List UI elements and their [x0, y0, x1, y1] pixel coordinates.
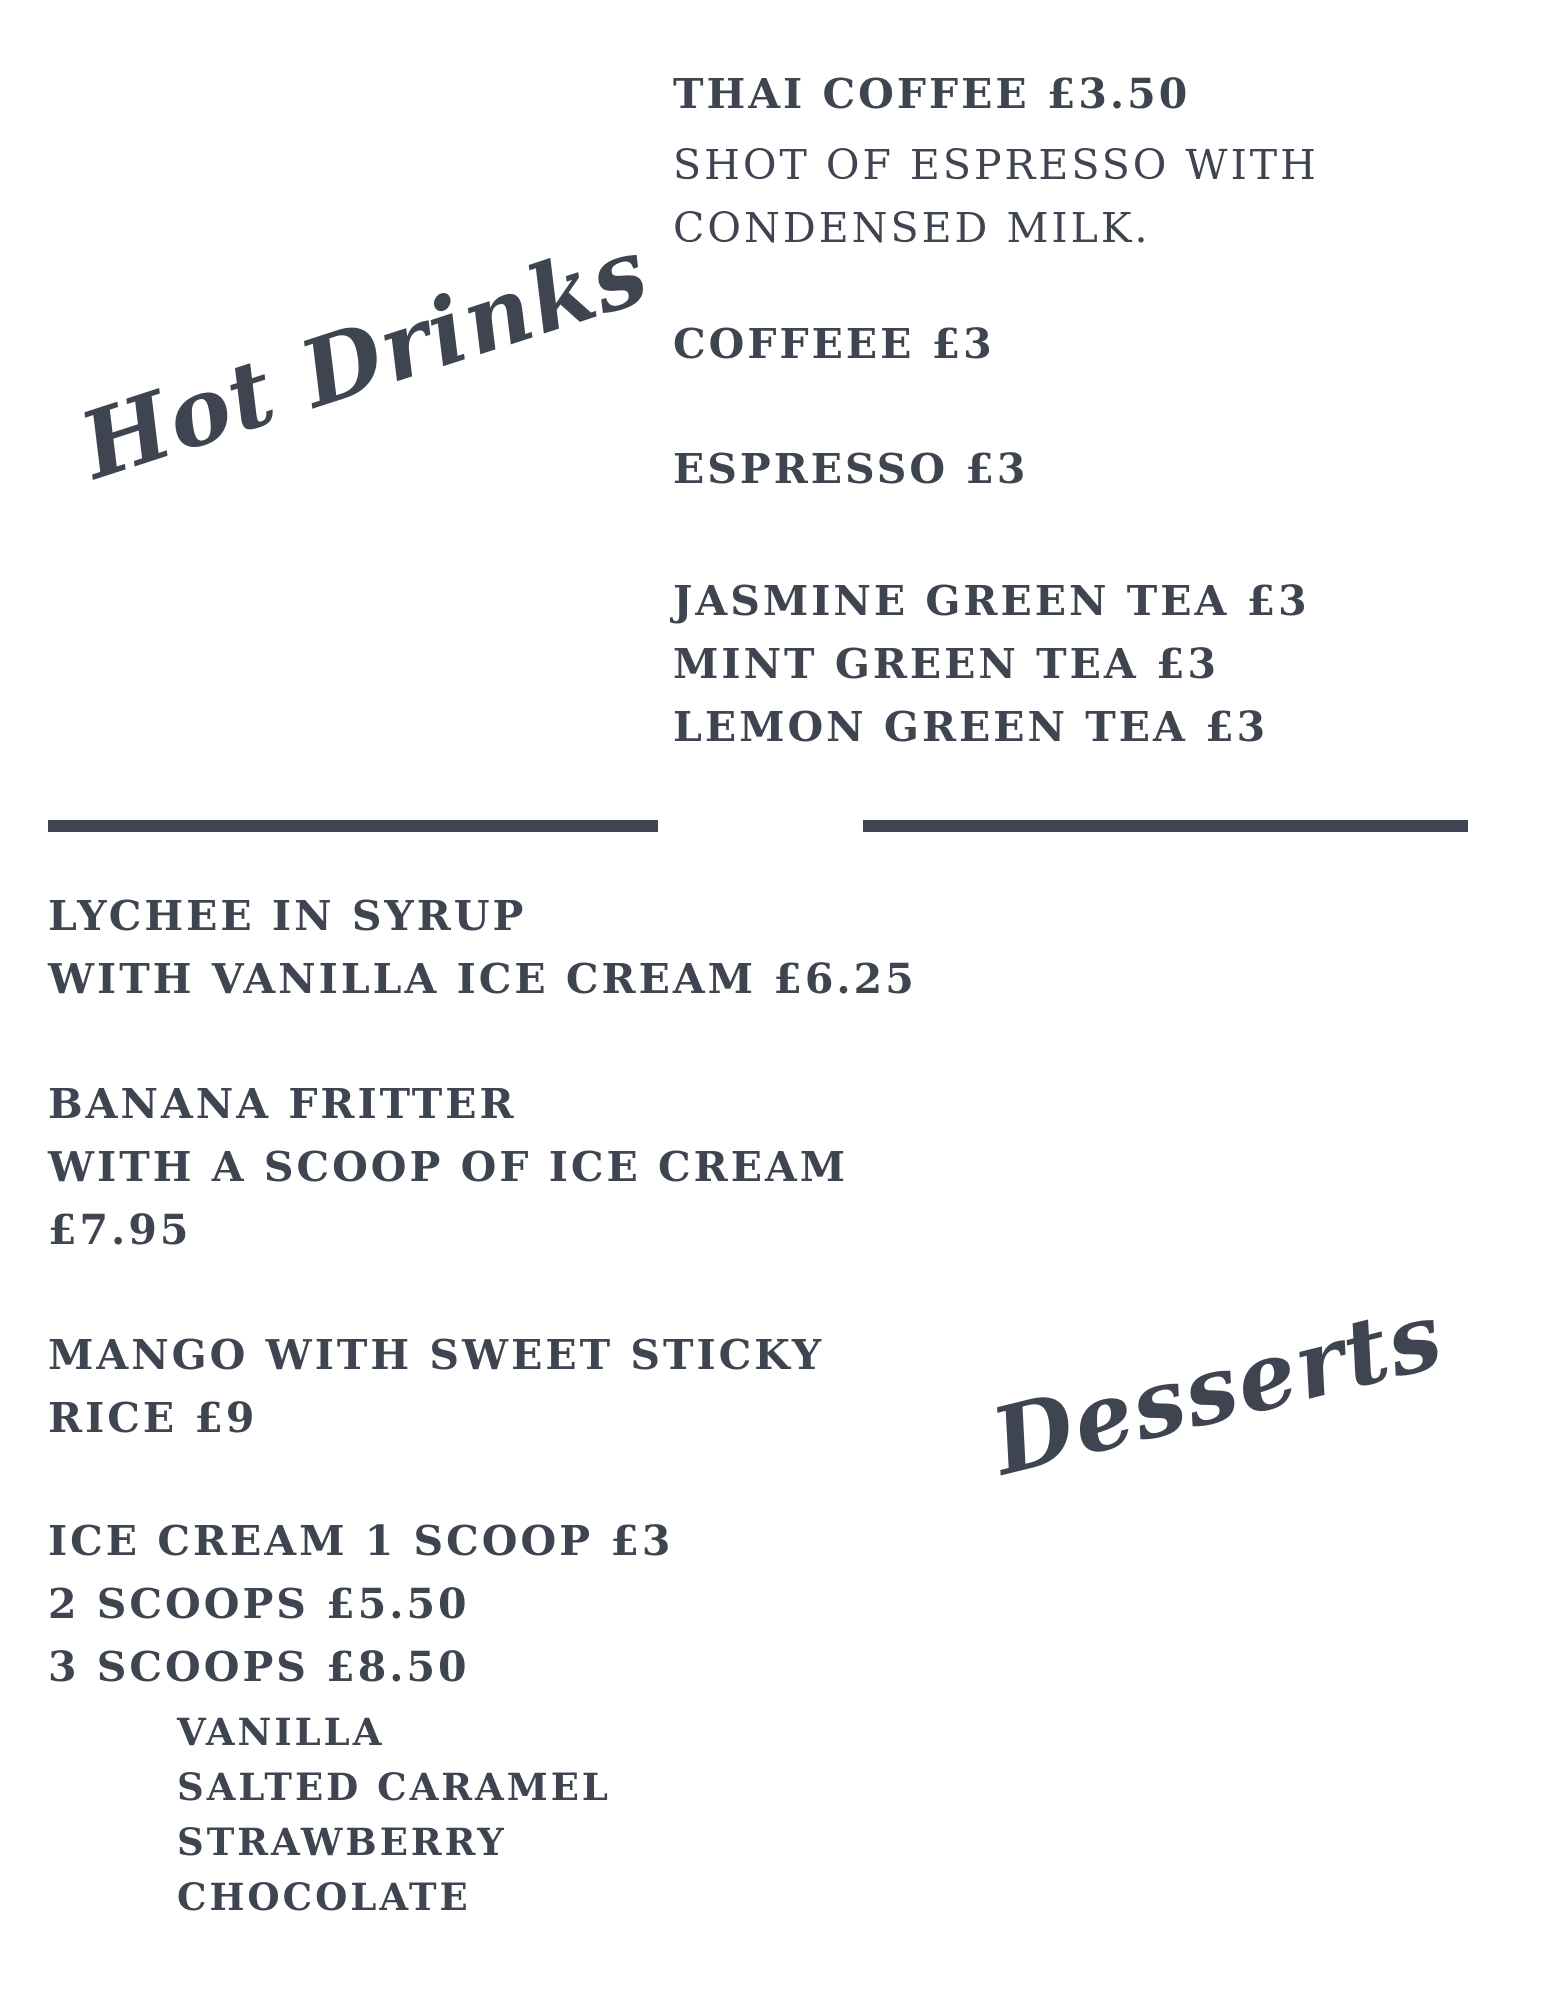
ice-cream-flavour: CHOCOLATE: [177, 1875, 471, 1919]
banana-fritter-line: BANANA FRITTER: [48, 1080, 517, 1128]
green-tea-item: LEMON GREEN TEA £3: [673, 703, 1269, 751]
ice-cream-flavour-list: [177, 1705, 611, 1925]
ice-cream-item: [48, 1510, 673, 1699]
green-tea-list: [673, 570, 1310, 759]
thai-coffee-description-line: CONDENSED MILK.: [673, 204, 1151, 252]
lychee-item-line: WITH VANILLA ICE CREAM £6.25: [48, 955, 917, 1003]
espresso-item: ESPRESSO £3: [673, 445, 1029, 493]
thai-coffee-description: [673, 134, 1319, 260]
thai-coffee-item: THAI COFFEE £3.50: [673, 70, 1191, 118]
mango-sticky-rice-item: [48, 1324, 824, 1450]
ice-cream-price-line: ICE CREAM 1 SCOOP £3: [48, 1517, 674, 1565]
ice-cream-flavour: VANILLA: [177, 1710, 385, 1754]
ice-cream-flavour: SALTED CARAMEL: [177, 1765, 611, 1809]
lychee-item-line: LYCHEE IN SYRUP: [48, 892, 527, 940]
green-tea-item: JASMINE GREEN TEA £3: [673, 577, 1310, 625]
desserts-heading: Desserts: [981, 1280, 1454, 1497]
thai-coffee-description-line: SHOT OF ESPRESSO WITH: [673, 141, 1319, 189]
coffee-item: COFFEEE £3: [673, 320, 995, 368]
lychee-item: [48, 885, 917, 1011]
section-divider-left: [48, 820, 658, 832]
ice-cream-price-line: 3 SCOOPS £8.50: [48, 1643, 470, 1691]
green-tea-item: MINT GREEN TEA £3: [673, 640, 1220, 688]
mango-sticky-rice-line: MANGO WITH SWEET STICKY: [48, 1331, 825, 1379]
banana-fritter-item: [48, 1073, 848, 1262]
section-divider-right: [863, 820, 1468, 832]
ice-cream-price-line: 2 SCOOPS £5.50: [48, 1580, 470, 1628]
banana-fritter-line: £7.95: [48, 1206, 192, 1254]
hot-drinks-heading: Hot Drinks: [68, 215, 662, 501]
banana-fritter-line: WITH A SCOOP OF ICE CREAM: [48, 1143, 849, 1191]
mango-sticky-rice-line: RICE £9: [48, 1394, 258, 1442]
ice-cream-flavour: STRAWBERRY: [177, 1820, 507, 1864]
